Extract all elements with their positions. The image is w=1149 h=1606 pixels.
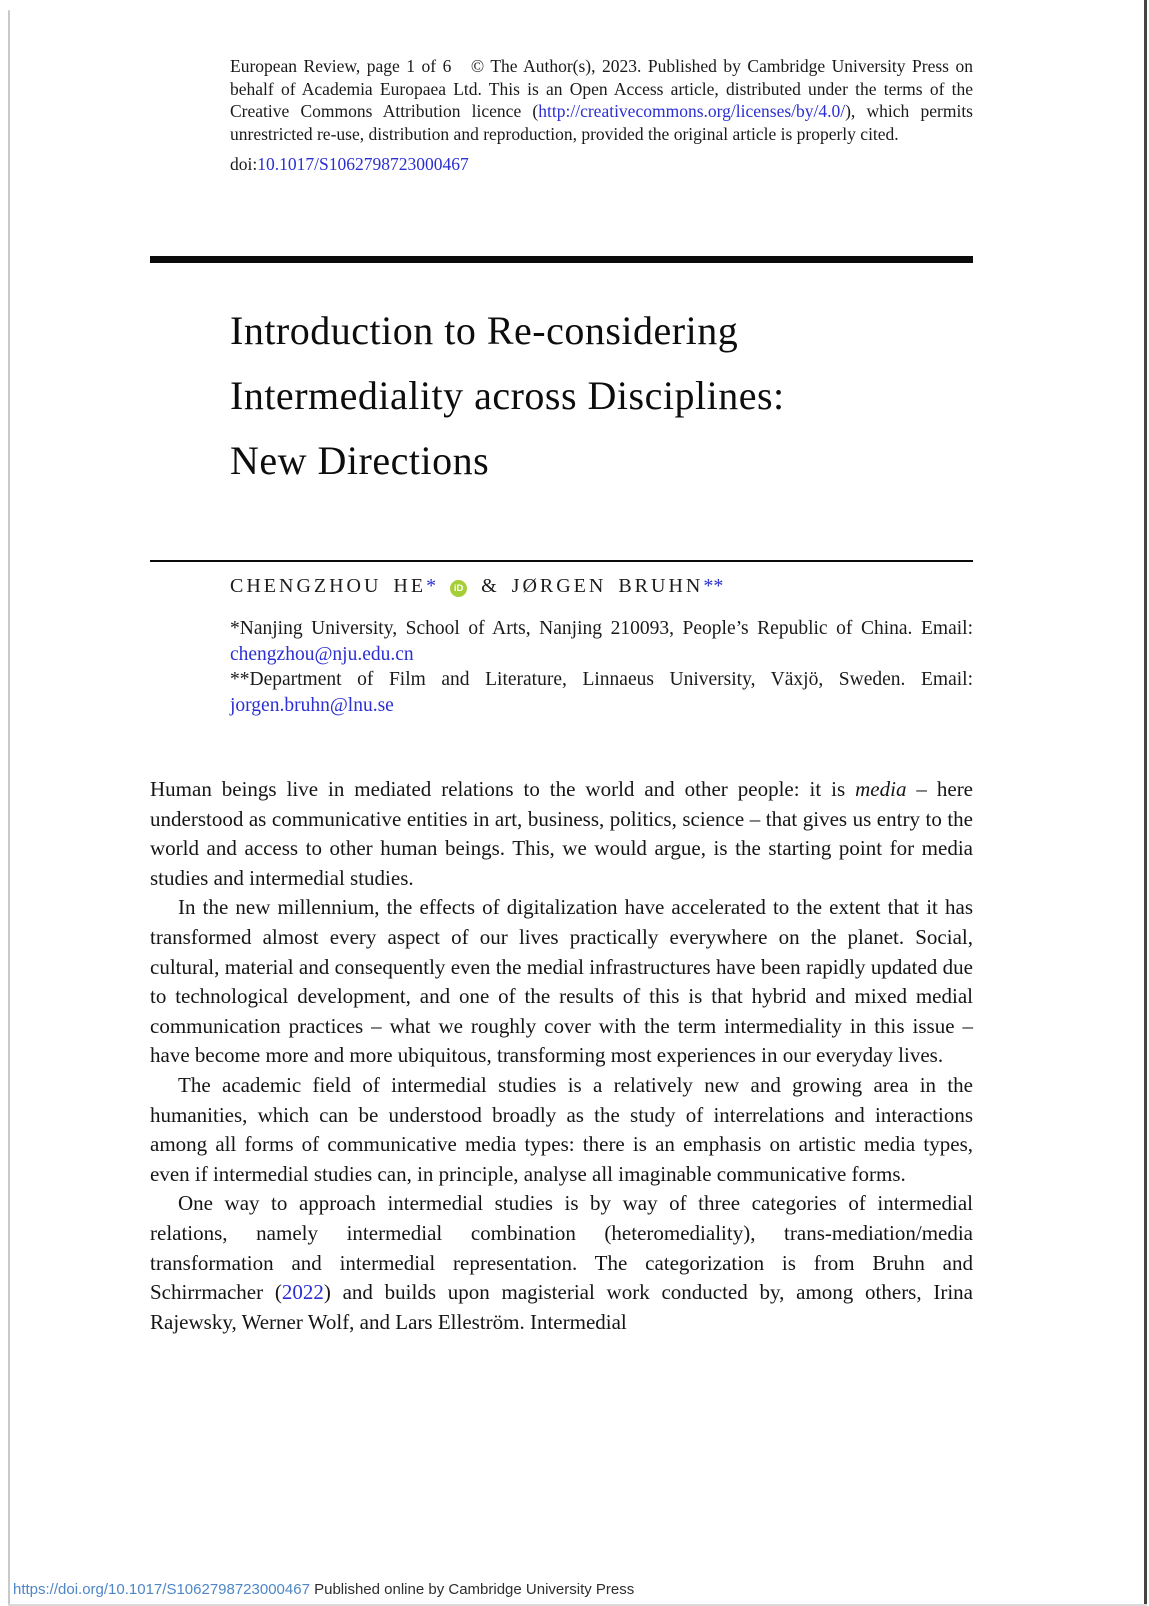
cc-licence-link[interactable]: http://creativecommons.org/licenses/by/4.0/: [538, 101, 846, 121]
text-run: ) and builds upon magisterial work conducted by, among others, Irina Rajewsky, Werner Wolf, and Lars Elleström. Intermedial: [150, 1280, 973, 1334]
title-line-1: Introduction to Re-considering: [230, 308, 739, 353]
body-paragraph-3: [150, 1071, 973, 1189]
article-title: [230, 298, 973, 493]
author-line: [230, 573, 973, 599]
doi-line: [230, 153, 973, 175]
author-name-2: JØRGEN BRUHN: [511, 575, 704, 597]
affiliation-1: [230, 616, 973, 667]
text-run: The academic field of intermedial studies is a relatively new and growing area in the humanities, which can be understood broadly as the study of interrelations and interactions among all forms of communicative media types: there is an emphasis on artistic media types, even if intermedial studies can, in principle, analyse all imaginable communicative forms.: [150, 1072, 973, 1186]
body-paragraph-2: [150, 893, 973, 1071]
affiliation-2: [230, 667, 973, 718]
affiliations: [230, 616, 973, 718]
text-run: One way to approach intermedial studies is by way of three categories of intermedial relations, namely intermedial combination (heteromediality), trans-mediation/media transformation and intermedial representation. The categorization is from Bruhn and Schirrmacher (: [150, 1191, 973, 1305]
italic-text: media: [855, 777, 907, 801]
title-top-rule: [150, 256, 973, 263]
doi-link[interactable]: 10.1017/S1062798723000467: [257, 154, 469, 174]
orcid-id-icon[interactable]: iD: [450, 580, 467, 597]
author-name-1: CHENGZHOU HE: [230, 575, 427, 597]
citation-2022-link[interactable]: 2022: [281, 1280, 324, 1305]
text-run: Human beings live in mediated relations to the world and other people: it is: [150, 777, 856, 801]
body-paragraph-1: [150, 775, 973, 893]
doi-label: doi:: [230, 154, 258, 174]
author-separator: &: [481, 575, 500, 597]
article-body: [150, 775, 973, 1337]
footer-doi-link[interactable]: https://doi.org/10.1017/S1062798723000467: [13, 1581, 310, 1598]
text-run: **Department of Film and Literature, Linnaeus University, Växjö, Sweden. Email:: [230, 669, 973, 690]
text-run: ), which permits unrestricted re-use, distribution and reproduction, provided the original article is properly cited.: [230, 101, 973, 144]
text-run: *Nanjing University, School of Arts, Nanjing 210093, People’s Republic of China. Email:: [230, 618, 973, 639]
title-line-3: New Directions: [230, 438, 490, 483]
text-run: In the new millennium, the effects of digitalization have accelerated to the extent that it has transformed almost every aspect of our lives practically everywhere on the planet. Social, cultural, material and consequently even the medial infrastructures have been rapidly updated due to technological development, and one of the results of this is that hybrid and mixed medial communication practices – what we roughly cover with the term intermediality in this issue – have become more and more ubiquitous, transforming most experiences in our everyday lives.: [150, 895, 973, 1068]
author-rule: [150, 560, 973, 562]
author-1-marker: *: [426, 575, 437, 597]
text-run: European Review, page 1 of 6 © The Author(s), 2023. Published by Cambridge University Press on behalf of Academia Europaea Ltd. This is an Open Access article, distributed under the terms of the Creative Commons Attribution licence (: [230, 56, 973, 121]
page-left-edge: [8, 10, 10, 1606]
copyright-notice: [230, 55, 973, 145]
text-run: – here understood as communicative entities in art, business, politics, science – that gives us entry to the world and access to other human beings. This, we would argue, is the starting point for media studies and intermedial studies.: [150, 777, 974, 890]
footer-publisher-note: Published online by Cambridge University Press: [314, 1581, 635, 1598]
page-footer: [13, 1581, 634, 1598]
title-line-2: Intermediality across Disciplines:: [230, 373, 785, 418]
email-jorgen-link[interactable]: jorgen.bruhn@lnu.se: [230, 694, 394, 716]
body-paragraph-4: [150, 1189, 973, 1337]
page-right-edge: [1144, 0, 1147, 1606]
email-chengzhou-link[interactable]: chengzhou@nju.edu.cn: [230, 643, 414, 665]
author-2-marker: **: [703, 575, 724, 597]
